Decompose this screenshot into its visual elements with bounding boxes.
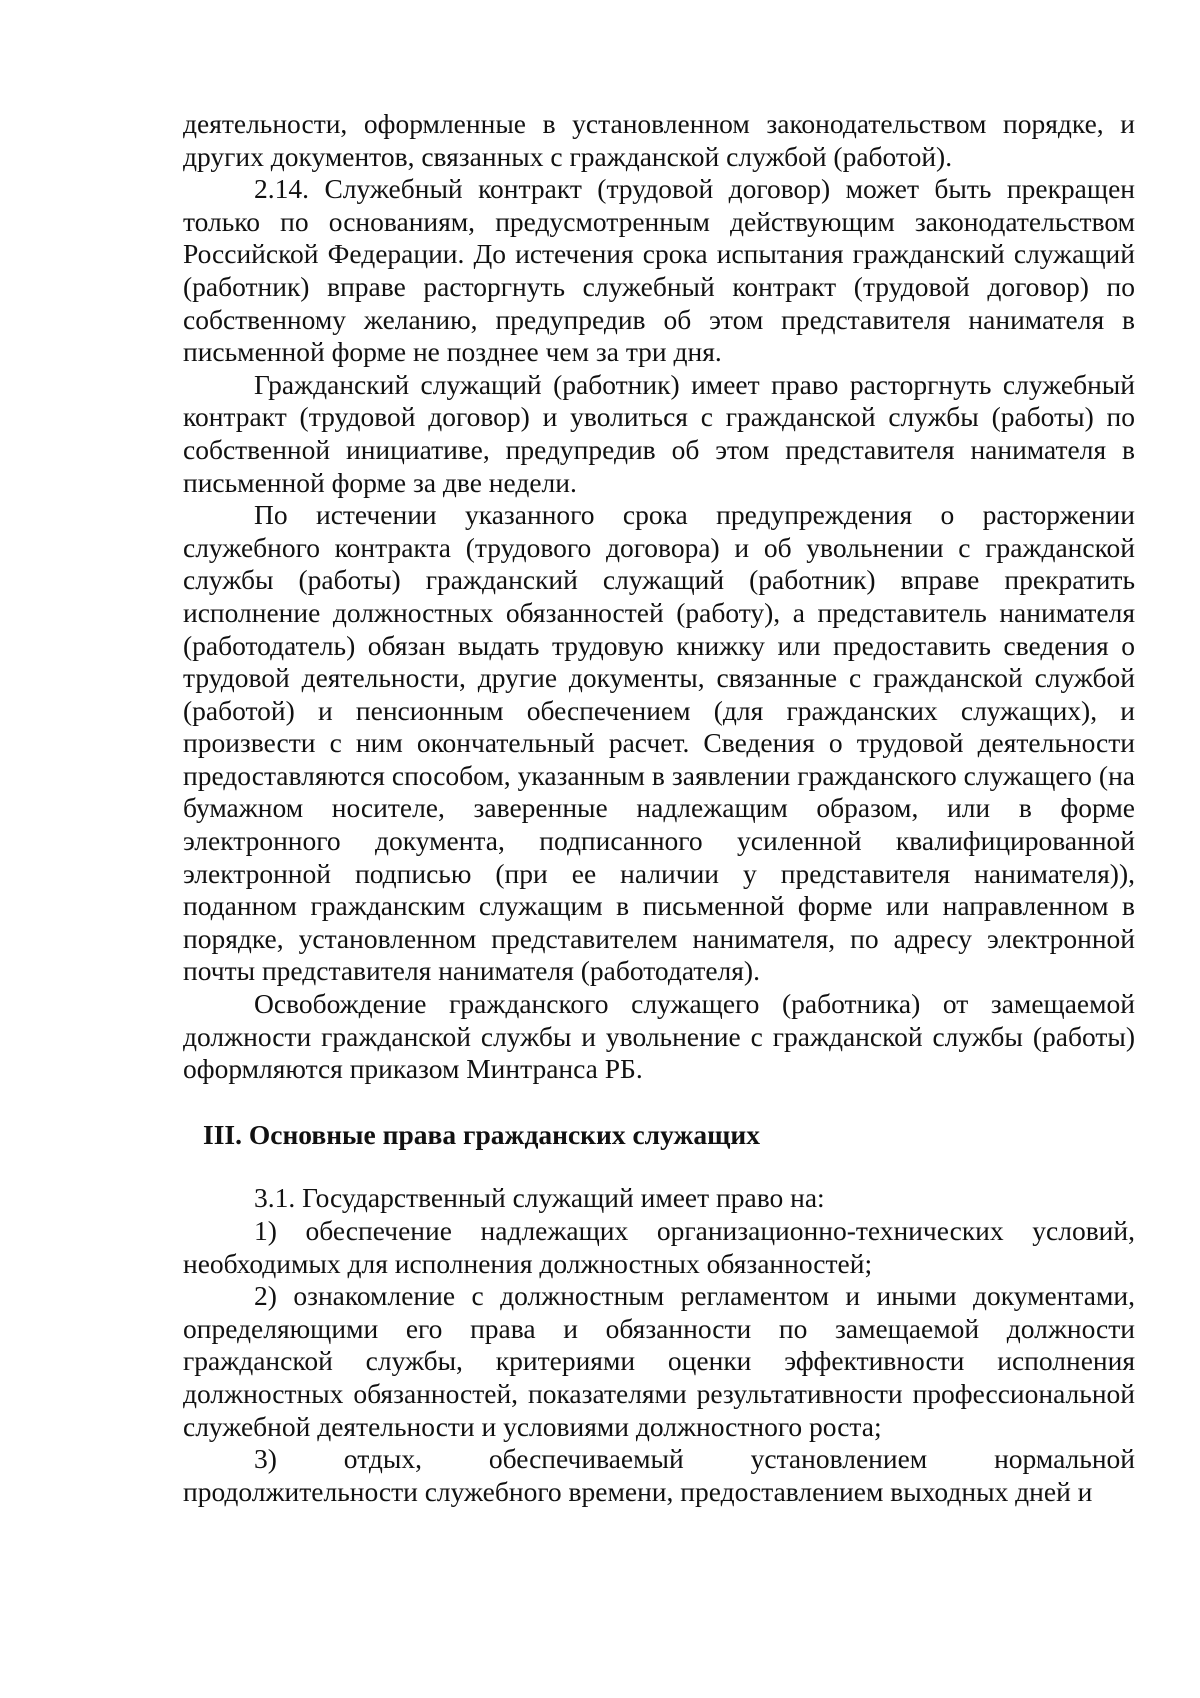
section-heading: III. Основные права гражданских служащих — [203, 1118, 760, 1150]
paragraph-2-14: 2.14. Служебный контракт (трудовой договор) может быть прекращен только по основаниям, предусмотренным действующим законодательством Российской Федерации. До истечения срока испытания гражданский служащий (работник) вправе расторгнуть служебный контракт (трудовой договор) по собственному желанию, предупредив об этом представителя нанимателя в письменной форме не позднее чем за три дня. — [183, 173, 1135, 368]
document-page — [183, 108, 1135, 1508]
list-item-3: 3) отдых, обеспечиваемый установлением нормальной продолжительности служебного времени, предоставлением выходных дней и — [183, 1443, 1135, 1507]
list-item-2: 2) ознакомление с должностным регламентом и иными документами, определяющими его права и обязанности по замещаемой должности гражданской службы, критериями оценки эффективности исполнения должностных обязанностей, показателями результативности профессиональной служебной деятельности и условиями должностного роста; — [183, 1280, 1135, 1442]
paragraph-continuation: деятельности, оформленные в установленном законодательством порядке, и других документов, связанных с гражданской службой (работой). — [183, 108, 1135, 172]
paragraph-after-notice: По истечении указанного срока предупреждения о расторжении служебного контракта (трудового договора) и об увольнении с гражданской службы (работы) гражданский служащий (работник) вправе прекратить исполнение должностных обязанностей (работу), а представитель нанимателя (работодатель) обязан выдать трудовую книжку или предоставить сведения о трудовой деятельности, другие документы, связанные с гражданской службой (работой) и пенсионным обеспечением (для гражданских служащих), и произвести с ним окончательный расчет. Сведения о трудовой деятельности предоставляются способом, указанным в заявлении гражданского служащего (на бумажном носителе, заверенные надлежащим образом, или в форме электронного документа, подписанного усиленной квалифицированной электронной подписью (при ее наличии у представителя нанимателя)), поданном гражданским служащим в письменной форме или направленном в порядке, установленном представителем нанимателя, по адресу электронной почты представителя нанимателя (работодателя). — [183, 499, 1135, 987]
list-item-1: 1) обеспечение надлежащих организационно-технических условий, необходимых для исполнения должностных обязанностей; — [183, 1215, 1135, 1279]
paragraph-3-1: 3.1. Государственный служащий имеет право на: — [254, 1182, 825, 1214]
paragraph-release-order: Освобождение гражданского служащего (работника) от замещаемой должности гражданской службы и увольнение с гражданской службы (работы) оформляются приказом Минтранса РБ. — [183, 988, 1135, 1085]
paragraph-right-to-terminate: Гражданский служащий (работник) имеет право расторгнуть служебный контракт (трудовой договор) и уволиться с гражданской службы (работы) по собственной инициативе, предупредив об этом представителя нанимателя в письменной форме за две недели. — [183, 368, 1135, 498]
